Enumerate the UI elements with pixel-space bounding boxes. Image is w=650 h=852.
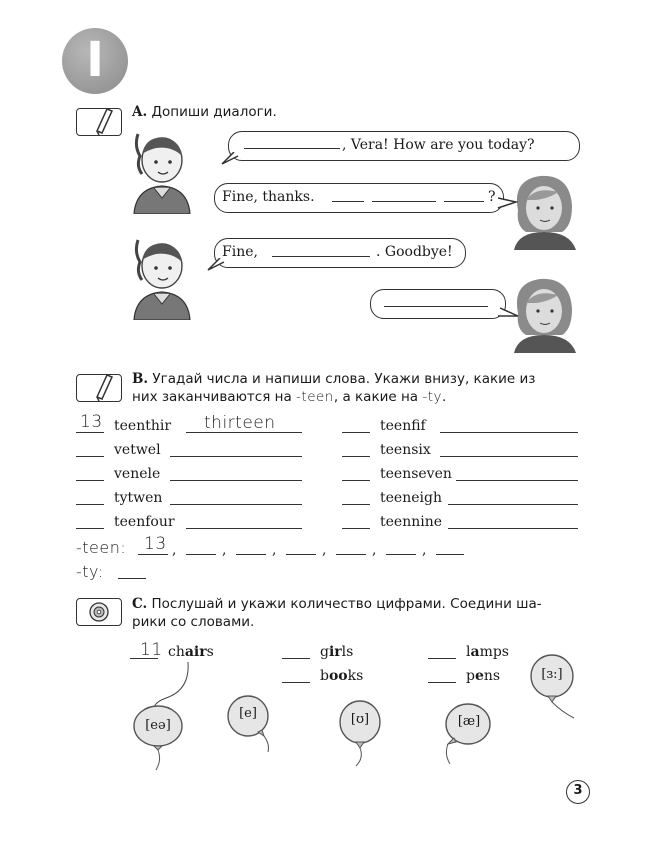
balloon-1-label: [eə] <box>145 718 171 733</box>
number-answer: 13 <box>80 412 103 432</box>
word-part: b <box>320 668 329 684</box>
balloon-5-label: [ɜ:] <box>541 667 563 682</box>
scrambled-word: teenfour <box>114 514 175 530</box>
scrambled-word: teenseven <box>380 466 452 482</box>
bubble-3-end: . Goodbye! <box>376 244 453 260</box>
balloon-4[interactable] <box>442 702 492 768</box>
scrambled-word: teeneigh <box>380 490 442 506</box>
comma: , <box>422 542 427 558</box>
balloon-5[interactable] <box>528 654 578 722</box>
word-part: l <box>466 644 471 660</box>
word-part: ks <box>347 668 364 684</box>
section-c-instruction-1: Послушай и укажи количество цифрами. Соедини ша- <box>151 596 542 612</box>
section-c-letter: C. <box>132 596 148 612</box>
scrambled-word: teenthir <box>114 418 172 434</box>
page-number-badge <box>566 780 590 804</box>
ty-label: -ty: <box>76 562 104 581</box>
balloon-2[interactable] <box>226 694 274 756</box>
word-part: ch <box>168 644 185 660</box>
comma: , <box>172 542 177 558</box>
balloon-2-label: [e] <box>239 706 257 721</box>
teen-first-answer: 13 <box>144 534 167 554</box>
section-b-instruction-1: Угадай числа и напиши слова. Укажи внизу, какие из <box>152 371 536 387</box>
section-b-instruction-2c: . <box>442 389 447 405</box>
word-part: g <box>320 644 329 660</box>
scrambled-word: teensix <box>380 442 431 458</box>
word-sound-part: e <box>474 668 484 684</box>
scrambled-word: teenfif <box>380 418 426 434</box>
word-answer: thirteen <box>204 413 276 433</box>
comma: , <box>322 542 327 558</box>
word-sound-part: a <box>470 644 480 660</box>
scrambled-word: vetwel <box>114 442 161 458</box>
count-answer: 11 <box>140 640 163 660</box>
balloon-3[interactable] <box>336 700 384 768</box>
word-part: ns <box>483 668 501 684</box>
teen-label: -teen: <box>76 538 127 557</box>
section-b-letter: B. <box>132 371 149 387</box>
comma: , <box>372 542 377 558</box>
balloon-1[interactable] <box>132 704 184 772</box>
balloon-3-label: [ʊ] <box>350 712 370 727</box>
word-part: p <box>466 668 475 684</box>
suffix-ty: -ty <box>422 389 443 405</box>
bubble-3-text: Fine, <box>222 244 258 260</box>
section-a-instruction: Допиши диалоги. <box>151 104 277 120</box>
word-part: ls <box>341 644 354 660</box>
scrambled-word: venele <box>114 466 161 482</box>
bubble-1-text: , Vera! How are you today? <box>342 137 535 153</box>
section-b-instruction-2a: них заканчиваются на <box>132 389 297 405</box>
bubble-2-text: Fine, thanks. <box>222 189 315 205</box>
word-sound-part: oo <box>328 668 348 684</box>
section-a-letter: A. <box>132 104 148 120</box>
comma: , <box>222 542 227 558</box>
page-number: 3 <box>573 783 583 798</box>
word-part: s <box>206 644 214 660</box>
scrambled-word: teennine <box>380 514 443 530</box>
suffix-teen: -teen <box>296 389 334 405</box>
word-sound-part: ir <box>328 644 342 660</box>
balloon-4-label: [æ] <box>457 714 481 729</box>
scrambled-word: tytwen <box>114 490 163 506</box>
unit-numeral: I <box>86 32 104 88</box>
word-part: mps <box>479 644 509 660</box>
section-c-instruction-2: рики со словами. <box>132 614 255 630</box>
bubble-2-end: ? <box>488 189 496 205</box>
word-sound-part: air <box>184 644 207 660</box>
comma: , <box>272 542 277 558</box>
section-b-instruction-2b: , а какие на <box>333 389 423 405</box>
